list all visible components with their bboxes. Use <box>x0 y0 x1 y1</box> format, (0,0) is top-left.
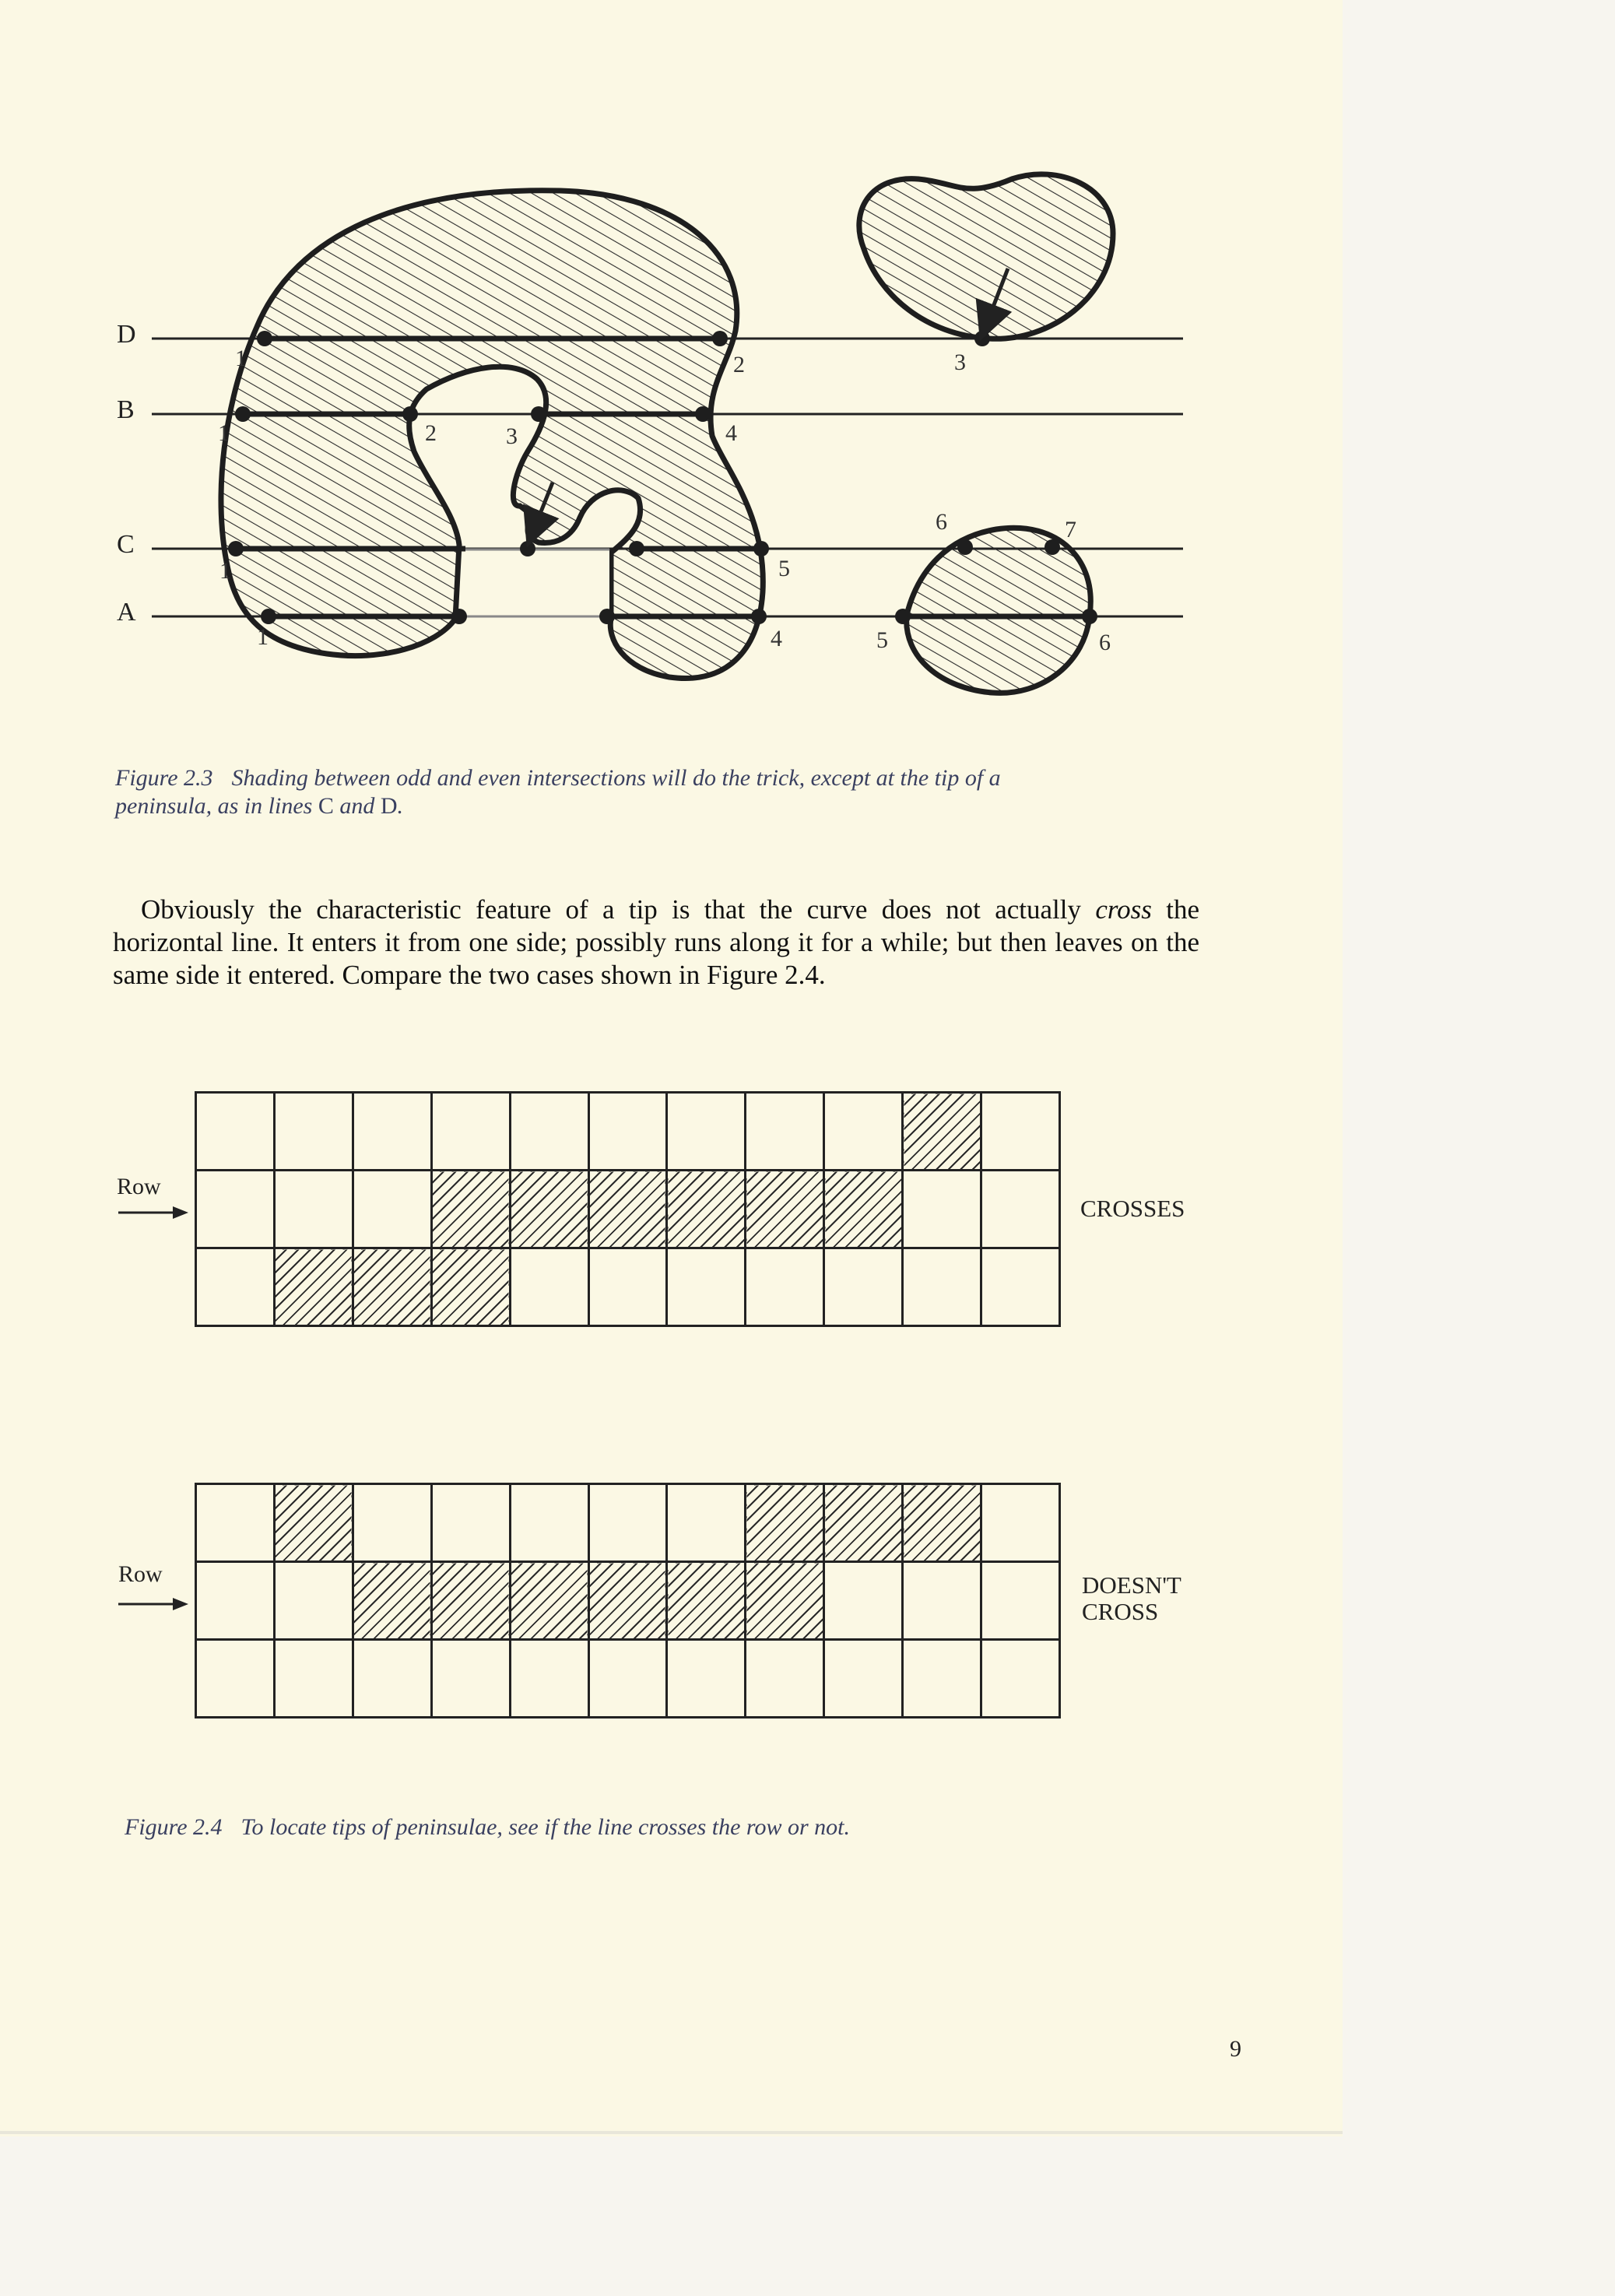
grid2-cell-empty <box>746 1640 824 1718</box>
caption-end: . <box>397 793 404 819</box>
grid2-cell-empty <box>667 1640 746 1718</box>
figure-2-3-caption-line1: Shading between odd and even intersections will do the trick, except at the tip of a <box>231 765 1001 791</box>
grid2-cell-shaded <box>510 1562 588 1640</box>
figure-2-3-caption-line2: peninsula, as in lines <box>115 793 318 819</box>
body-text-b: the horizontal line. It enters it from one side; possibly runs along it for a while; but then leaves on the same side it entered. Compare the two cases shown in Figure 2.4. <box>113 894 1199 990</box>
label-c: C <box>117 530 135 559</box>
grid1-cell-shaded <box>353 1248 431 1326</box>
grid1-cell-shaded <box>588 1171 667 1248</box>
grid2-cell-empty <box>196 1484 275 1562</box>
grid2-cell-empty <box>981 1484 1060 1562</box>
grid1-cell-empty <box>903 1248 981 1326</box>
grid2-cell-empty <box>510 1640 588 1718</box>
grid2-cell-empty <box>353 1640 431 1718</box>
grid2-cell-shaded <box>667 1562 746 1640</box>
grid2-cell-empty <box>588 1640 667 1718</box>
grid1-cell-empty <box>588 1093 667 1171</box>
grid2-cell-empty <box>431 1640 510 1718</box>
grid2-row <box>196 1640 1060 1718</box>
grid1-row-arrow-icon <box>117 1205 191 1220</box>
grid2-row-arrow-icon <box>117 1596 191 1612</box>
grid2-cell-shaded <box>746 1484 824 1562</box>
island-bottom <box>907 528 1091 693</box>
grid2-cell-empty <box>667 1484 746 1562</box>
grid1-cell-empty <box>510 1248 588 1326</box>
grid1-cell-shaded <box>274 1248 353 1326</box>
figure-2-4-number: Figure 2.4 <box>125 1814 223 1840</box>
num-d-3: 3 <box>954 349 966 375</box>
notch-area <box>465 549 609 616</box>
grid2-side-label <box>1082 1572 1181 1625</box>
grid1-cell-empty <box>824 1248 903 1326</box>
grid2-cell-empty <box>196 1640 275 1718</box>
figure-2-3-number: Figure 2.3 <box>115 765 213 791</box>
grid2-side-label-2: CROSS <box>1082 1598 1159 1625</box>
caption-line-d: D <box>380 793 398 819</box>
grid1-cell-shaded <box>824 1171 903 1248</box>
figure-2-3-diagram <box>0 0 1343 763</box>
num-a-6: 6 <box>1099 630 1111 655</box>
grid2-row <box>196 1562 1060 1640</box>
grid2-cell-empty <box>903 1562 981 1640</box>
grid1-cell-empty <box>667 1093 746 1171</box>
label-d: D <box>117 320 136 349</box>
grid1-cell-shaded <box>903 1093 981 1171</box>
grid1-cell-shaded <box>431 1171 510 1248</box>
grid2-side-label-1: DOESN'T <box>1082 1571 1181 1599</box>
caption-and: and <box>333 793 381 819</box>
grid2-cell-shaded <box>588 1562 667 1640</box>
figure-2-4-caption-text: To locate tips of peninsulae, see if the line crosses the row or not. <box>240 1814 850 1840</box>
grid2-cell-empty <box>353 1484 431 1562</box>
grid2-cell-shaded <box>353 1562 431 1640</box>
page-edge <box>0 2131 1343 2134</box>
label-b: B <box>117 395 135 424</box>
grid1-cell-empty <box>981 1171 1060 1248</box>
num-b-2: 2 <box>425 420 437 446</box>
grid2-cell-shaded <box>274 1484 353 1562</box>
grid2-cell-empty <box>588 1484 667 1562</box>
grid2-cell-empty <box>196 1562 275 1640</box>
grid1-cell-empty <box>196 1093 275 1171</box>
num-d-2: 2 <box>733 352 745 377</box>
grid1-cell-shaded <box>431 1248 510 1326</box>
grid1-cell-shaded <box>746 1171 824 1248</box>
body-paragraph <box>113 893 1199 992</box>
grid-doesnt-cross <box>195 1483 1061 1718</box>
num-c-7: 7 <box>1065 517 1076 542</box>
body-text-emphasis: cross <box>1095 894 1152 925</box>
grid1-cell-empty <box>588 1248 667 1326</box>
grid2-cell-empty <box>824 1562 903 1640</box>
grid1-cell-empty <box>667 1248 746 1326</box>
grid2-cell-empty <box>981 1640 1060 1718</box>
grid1-cell-empty <box>196 1248 275 1326</box>
grid1-cell-empty <box>824 1093 903 1171</box>
grid1-side-label: CROSSES <box>1080 1195 1185 1222</box>
grid2-cell-empty <box>431 1484 510 1562</box>
num-b-3: 3 <box>506 423 518 449</box>
page-number: 9 <box>1230 2036 1241 2062</box>
grid1-cell-shaded <box>510 1171 588 1248</box>
grid1-cell-empty <box>274 1171 353 1248</box>
grid-crosses <box>195 1091 1061 1327</box>
grid2-cell-shaded <box>824 1484 903 1562</box>
grid1-cell-empty <box>431 1093 510 1171</box>
num-c-1: 1 <box>219 558 231 584</box>
grid1-cell-empty <box>746 1093 824 1171</box>
figure-2-4-caption <box>125 1813 1136 1841</box>
grid1-row <box>196 1093 1060 1171</box>
grid2-row-label: Row <box>118 1561 163 1587</box>
caption-line-c: C <box>318 793 334 819</box>
num-b-1: 1 <box>218 420 230 446</box>
grid2-cell-shaded <box>746 1562 824 1640</box>
grid1-cell-shaded <box>667 1171 746 1248</box>
num-a-1: 1 <box>257 624 269 650</box>
num-c-5: 5 <box>778 556 790 581</box>
label-a: A <box>117 598 136 627</box>
grid2-row <box>196 1484 1060 1562</box>
grid1-cell-empty <box>353 1093 431 1171</box>
grid2-cell-shaded <box>903 1484 981 1562</box>
grid2-cell-empty <box>510 1484 588 1562</box>
grid1-cell-empty <box>274 1093 353 1171</box>
num-a-5: 5 <box>876 627 888 653</box>
num-d-1: 1 <box>235 346 247 371</box>
grid1-cell-empty <box>981 1248 1060 1326</box>
grid1-row <box>196 1248 1060 1326</box>
grid2-cell-empty <box>903 1640 981 1718</box>
grid1-cell-empty <box>353 1171 431 1248</box>
grid1-row-label: Row <box>117 1174 161 1199</box>
grid2-cell-empty <box>981 1562 1060 1640</box>
figure-2-3-caption <box>115 764 1220 820</box>
grid1-cell-empty <box>746 1248 824 1326</box>
grid1-cell-empty <box>981 1093 1060 1171</box>
body-text-a: Obviously the characteristic feature of a tip is that the curve does not actually <box>141 894 1096 925</box>
grid1-cell-empty <box>510 1093 588 1171</box>
grid2-cell-empty <box>274 1640 353 1718</box>
island-top <box>859 174 1113 339</box>
grid1-cell-empty <box>903 1171 981 1248</box>
grid1-row <box>196 1171 1060 1248</box>
grid2-cell-empty <box>274 1562 353 1640</box>
num-b-4: 4 <box>725 420 737 446</box>
grid2-cell-empty <box>824 1640 903 1718</box>
num-a-4: 4 <box>771 626 782 651</box>
num-c-6: 6 <box>936 509 947 535</box>
grid1-cell-empty <box>196 1171 275 1248</box>
grid2-cell-shaded <box>431 1562 510 1640</box>
